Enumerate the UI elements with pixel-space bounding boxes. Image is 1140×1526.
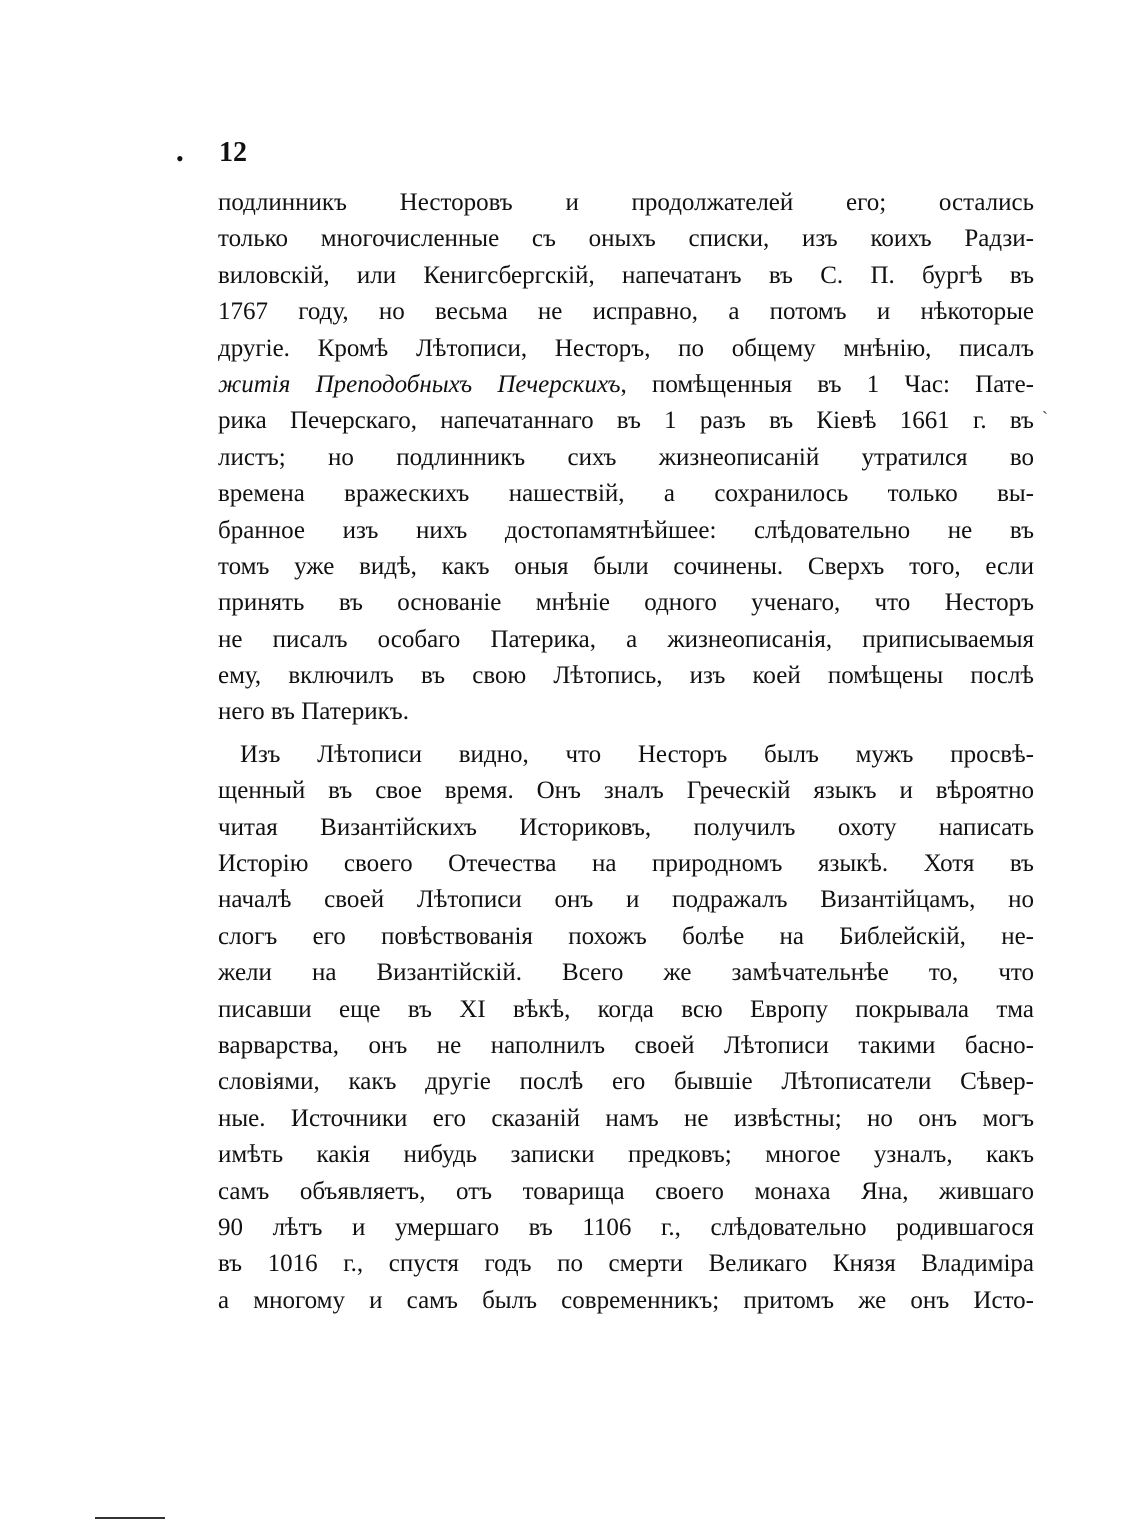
paragraph-1: [218, 185, 1034, 731]
text-line: самъ объявляетъ, отъ товарища своего монаха Яна, жившаго: [218, 1177, 1034, 1205]
text-line: принять въ основаніе мнѣніе одного ученаго, что Несторъ: [218, 589, 1034, 617]
text-line: 1767 году, но весьма не исправно, а потомъ и нѣкоторые: [218, 298, 1034, 326]
text-line: 90 лѣтъ и умершаго въ 1106 г., слѣдовательно родившагося: [218, 1213, 1034, 1241]
margin-bullet: •: [176, 146, 184, 171]
text-line: ему, включилъ въ свою Лѣтопись, изъ коей помѣщены послѣ: [218, 662, 1034, 690]
text-line: въ 1016 г., спустя годъ по смерти Великаго Князя Владиміра: [218, 1250, 1034, 1278]
scan-edge-mark: [95, 1517, 165, 1519]
margin-tick-mark: `: [1042, 408, 1048, 428]
text-line: только многочисленные съ оныхъ списки, изъ коихъ Радзи-: [218, 225, 1034, 253]
text-line: не писалъ особаго Патерика, а жизнеописанія, приписываемыя: [218, 625, 1034, 653]
page-number: 12: [219, 137, 247, 168]
text-line: другіе. Кромѣ Лѣтописи, Несторъ, по общему мнѣнію, писалъ: [218, 334, 1034, 362]
text-line: листъ; но подлинникъ сихъ жизнеописаній утратился во: [218, 443, 1034, 471]
text-line: виловскій, или Кенигсбергскій, напечатанъ въ С. П. бургѣ въ: [218, 261, 1034, 289]
text-line: а многому и самъ былъ современникъ; притомъ же онъ Исто-: [218, 1286, 1034, 1314]
text-line: писавши еще въ XI вѣкѣ, когда всю Европу покрывала тма: [218, 995, 1034, 1023]
text-line: подлинникъ Несторовъ и продолжателей его; остались: [218, 189, 1034, 216]
text-line: рика Печерскаго, напечатаннаго въ 1 разъ въ Кіевѣ 1661 г. въ: [218, 407, 1034, 435]
text-line: словіями, какъ другіе послѣ его бывшіе Лѣтописатели Сѣвер-: [218, 1068, 1034, 1096]
body-text: [218, 185, 1034, 1319]
paragraph-2: [218, 737, 1034, 1319]
text-line: слогъ его повѣствованія похожъ болѣе на Библейскій, не-: [218, 922, 1034, 950]
text-line: томъ уже видѣ, какъ оныя были сочинены. Сверхъ того, если: [218, 552, 1034, 580]
text-line: него въ Патерикъ.: [218, 698, 409, 726]
text-line: читая Византійскихъ Историковъ, получилъ охоту написать: [218, 813, 1034, 841]
text-line: Изъ Лѣтописи видно, что Несторъ былъ мужъ просвѣ-: [240, 740, 1034, 768]
text-line: бранное изъ нихъ достопамятнѣйшее: слѣдовательно не въ: [218, 516, 1034, 544]
text-line: щенный въ свое время. Онъ зналъ Греческій языкъ и вѣроятно: [218, 777, 1034, 805]
text-line: жели на Византійскій. Всего же замѣчательнѣе то, что: [218, 959, 1034, 987]
text-line: ные. Источники его сказаній намъ не извѣстны; но онъ могъ: [218, 1104, 1034, 1132]
text-line: [218, 367, 1034, 403]
text-line: началѣ своей Лѣтописи онъ и подражалъ Византійцамъ, но: [218, 886, 1034, 914]
text-line: имѣть какія нибудь записки предковъ; многое узналъ, какъ: [218, 1141, 1034, 1169]
text-line: Исторію своего Отечества на природномъ языкѣ. Хотя въ: [218, 850, 1034, 878]
text-line: варварства, онъ не наполнилъ своей Лѣтописи такими басно-: [218, 1031, 1034, 1059]
text-line: времена вражескихъ нашествій, а сохранилось только вы-: [218, 480, 1034, 508]
italic-title: житія Преподобныхъ Печерскихъ: [218, 370, 621, 398]
text-run: , помѣщенныя въ 1 Час: Пате-: [620, 370, 1034, 398]
